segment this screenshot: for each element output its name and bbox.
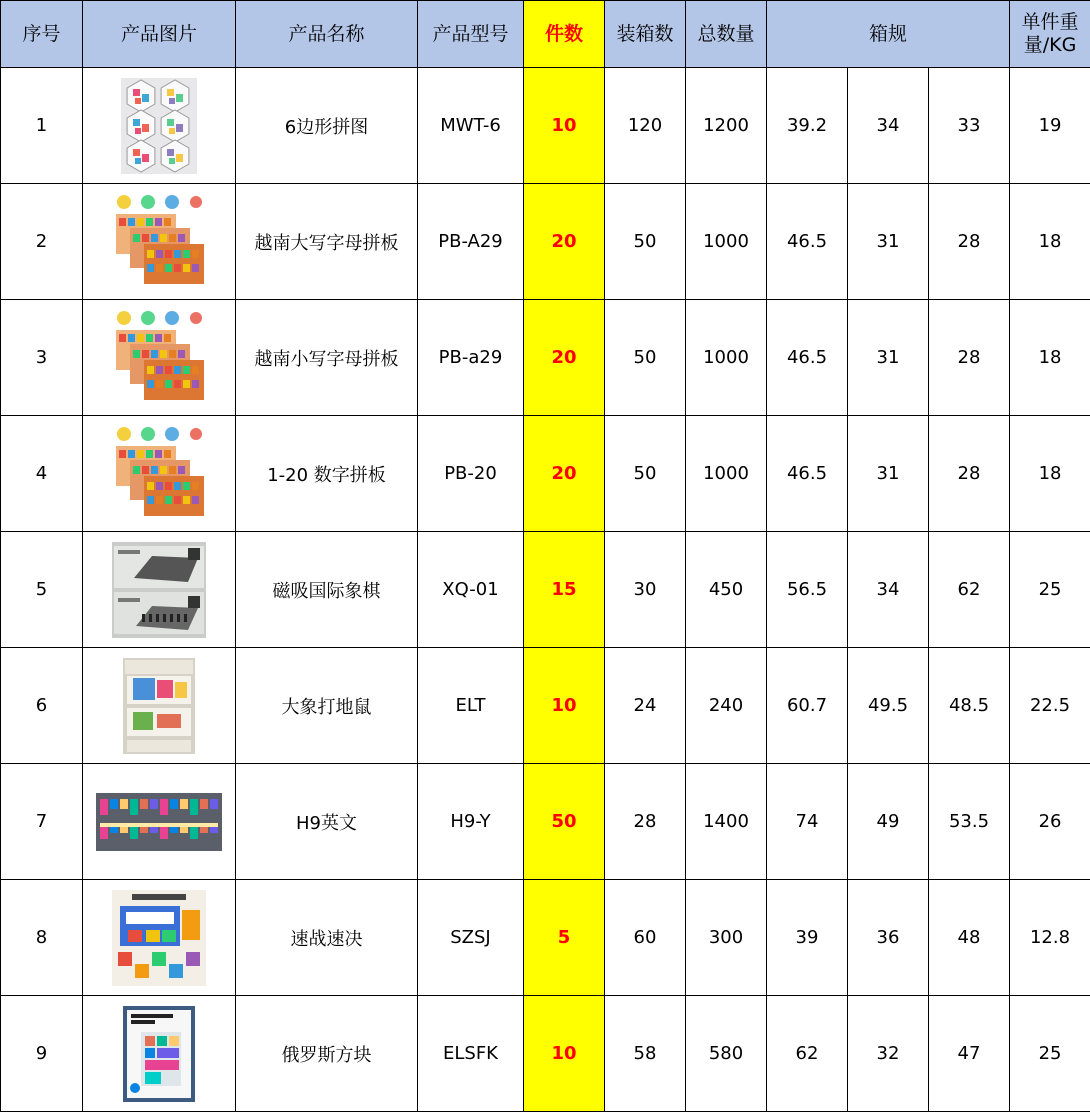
cell-box-width: 49.5 bbox=[848, 648, 929, 764]
table-row bbox=[1, 300, 1090, 416]
cell-per-box: 30 bbox=[605, 532, 686, 648]
cell-total: 1200 bbox=[686, 68, 767, 184]
cell-name: 速战速决 bbox=[236, 880, 418, 996]
cell-weight: 22.5 bbox=[1010, 648, 1090, 764]
cell-per-box: 50 bbox=[605, 184, 686, 300]
cell-box-length: 46.5 bbox=[767, 300, 848, 416]
cell-box-width: 32 bbox=[848, 996, 929, 1112]
letter-board-image bbox=[112, 308, 206, 408]
cell-name: 俄罗斯方块 bbox=[236, 996, 418, 1112]
cell-index: 9 bbox=[1, 996, 83, 1112]
cell-pieces: 10 bbox=[524, 648, 605, 764]
whack-a-mole-box-image bbox=[123, 658, 195, 754]
cell-model: MWT-6 bbox=[418, 68, 524, 184]
cell-pieces: 20 bbox=[524, 300, 605, 416]
header-box-spec: 箱规 bbox=[767, 1, 1010, 68]
hexagon-puzzle-image bbox=[121, 78, 197, 174]
cell-box-length: 62 bbox=[767, 996, 848, 1112]
header-name: 产品名称 bbox=[236, 1, 418, 68]
header-weight bbox=[1010, 1, 1090, 68]
tetris-box-image bbox=[123, 1006, 195, 1102]
header-model: 产品型号 bbox=[418, 1, 524, 68]
cell-model: PB-a29 bbox=[418, 300, 524, 416]
cell-box-width: 31 bbox=[848, 300, 929, 416]
cell-image bbox=[83, 764, 236, 880]
cell-pieces: 50 bbox=[524, 764, 605, 880]
cell-box-height: 62 bbox=[929, 532, 1010, 648]
table-row bbox=[1, 880, 1090, 996]
cell-box-length: 74 bbox=[767, 764, 848, 880]
cell-per-box: 50 bbox=[605, 416, 686, 532]
cell-index: 2 bbox=[1, 184, 83, 300]
cell-total: 1000 bbox=[686, 416, 767, 532]
cell-per-box: 58 bbox=[605, 996, 686, 1112]
cell-box-width: 31 bbox=[848, 184, 929, 300]
header-per-box: 装箱数 bbox=[605, 1, 686, 68]
cell-name: 越南大写字母拼板 bbox=[236, 184, 418, 300]
cell-box-width: 34 bbox=[848, 532, 929, 648]
cell-name: 大象打地鼠 bbox=[236, 648, 418, 764]
cell-model: XQ-01 bbox=[418, 532, 524, 648]
table-row bbox=[1, 532, 1090, 648]
cell-weight: 25 bbox=[1010, 532, 1090, 648]
cell-index: 6 bbox=[1, 648, 83, 764]
cell-per-box: 24 bbox=[605, 648, 686, 764]
cell-image bbox=[83, 184, 236, 300]
cell-per-box: 28 bbox=[605, 764, 686, 880]
header-weight-line2: 量/KG bbox=[1023, 34, 1077, 56]
cell-box-length: 39.2 bbox=[767, 68, 848, 184]
cell-box-height: 48.5 bbox=[929, 648, 1010, 764]
cell-image bbox=[83, 300, 236, 416]
cell-box-length: 46.5 bbox=[767, 184, 848, 300]
cell-index: 8 bbox=[1, 880, 83, 996]
cell-total: 580 bbox=[686, 996, 767, 1112]
cell-per-box: 50 bbox=[605, 300, 686, 416]
cell-box-length: 39 bbox=[767, 880, 848, 996]
cell-name: H9英文 bbox=[236, 764, 418, 880]
cell-pieces: 10 bbox=[524, 996, 605, 1112]
cell-index: 3 bbox=[1, 300, 83, 416]
header-weight-line1: 单件重 bbox=[1021, 11, 1079, 33]
cell-image bbox=[83, 880, 236, 996]
cell-box-height: 47 bbox=[929, 996, 1010, 1112]
table-row bbox=[1, 184, 1090, 300]
cell-pieces: 20 bbox=[524, 184, 605, 300]
cell-image bbox=[83, 532, 236, 648]
header-index: 序号 bbox=[1, 1, 83, 68]
cell-name: 越南小写字母拼板 bbox=[236, 300, 418, 416]
cell-box-height: 28 bbox=[929, 416, 1010, 532]
cell-index: 5 bbox=[1, 532, 83, 648]
cell-box-length: 56.5 bbox=[767, 532, 848, 648]
cell-image bbox=[83, 648, 236, 764]
header-total: 总数量 bbox=[686, 1, 767, 68]
cell-weight: 18 bbox=[1010, 300, 1090, 416]
cell-box-height: 53.5 bbox=[929, 764, 1010, 880]
letter-board-image bbox=[112, 424, 206, 524]
header-image: 产品图片 bbox=[83, 1, 236, 68]
table-row bbox=[1, 416, 1090, 532]
cell-total: 300 bbox=[686, 880, 767, 996]
table-row bbox=[1, 764, 1090, 880]
cell-total: 240 bbox=[686, 648, 767, 764]
cell-total: 1000 bbox=[686, 300, 767, 416]
cell-name: 磁吸国际象棋 bbox=[236, 532, 418, 648]
cell-weight: 26 bbox=[1010, 764, 1090, 880]
cell-box-width: 36 bbox=[848, 880, 929, 996]
cell-pieces: 20 bbox=[524, 416, 605, 532]
header-row bbox=[1, 1, 1090, 68]
cell-per-box: 120 bbox=[605, 68, 686, 184]
cell-box-width: 49 bbox=[848, 764, 929, 880]
cell-pieces: 10 bbox=[524, 68, 605, 184]
cell-model: SZSJ bbox=[418, 880, 524, 996]
table-row bbox=[1, 648, 1090, 764]
cell-index: 1 bbox=[1, 68, 83, 184]
cell-per-box: 60 bbox=[605, 880, 686, 996]
cell-image bbox=[83, 996, 236, 1112]
cell-box-length: 46.5 bbox=[767, 416, 848, 532]
cell-image bbox=[83, 416, 236, 532]
cell-box-width: 31 bbox=[848, 416, 929, 532]
cell-box-height: 28 bbox=[929, 300, 1010, 416]
cell-total: 1000 bbox=[686, 184, 767, 300]
cell-name: 6边形拼图 bbox=[236, 68, 418, 184]
cell-model: PB-20 bbox=[418, 416, 524, 532]
cell-weight: 18 bbox=[1010, 416, 1090, 532]
cell-weight: 18 bbox=[1010, 184, 1090, 300]
cell-box-height: 33 bbox=[929, 68, 1010, 184]
cell-weight: 12.8 bbox=[1010, 880, 1090, 996]
cell-box-length: 60.7 bbox=[767, 648, 848, 764]
cell-box-height: 48 bbox=[929, 880, 1010, 996]
table-row bbox=[1, 68, 1090, 184]
cell-model: PB-A29 bbox=[418, 184, 524, 300]
cell-pieces: 5 bbox=[524, 880, 605, 996]
cell-model: ELSFK bbox=[418, 996, 524, 1112]
cell-model: ELT bbox=[418, 648, 524, 764]
chess-set-image bbox=[112, 542, 206, 638]
cell-box-height: 28 bbox=[929, 184, 1010, 300]
cell-name: 1-20 数字拼板 bbox=[236, 416, 418, 532]
cell-total: 450 bbox=[686, 532, 767, 648]
cell-index: 7 bbox=[1, 764, 83, 880]
cell-image bbox=[83, 68, 236, 184]
cell-weight: 19 bbox=[1010, 68, 1090, 184]
cell-pieces: 15 bbox=[524, 532, 605, 648]
cell-total: 1400 bbox=[686, 764, 767, 880]
header-pieces: 件数 bbox=[524, 1, 605, 68]
cell-weight: 25 bbox=[1010, 996, 1090, 1112]
table-row bbox=[1, 996, 1090, 1112]
speed-puzzle-image bbox=[112, 890, 206, 986]
cell-box-width: 34 bbox=[848, 68, 929, 184]
cell-index: 4 bbox=[1, 416, 83, 532]
cell-model: H9-Y bbox=[418, 764, 524, 880]
english-board-image bbox=[96, 793, 222, 851]
letter-board-image bbox=[112, 192, 206, 292]
